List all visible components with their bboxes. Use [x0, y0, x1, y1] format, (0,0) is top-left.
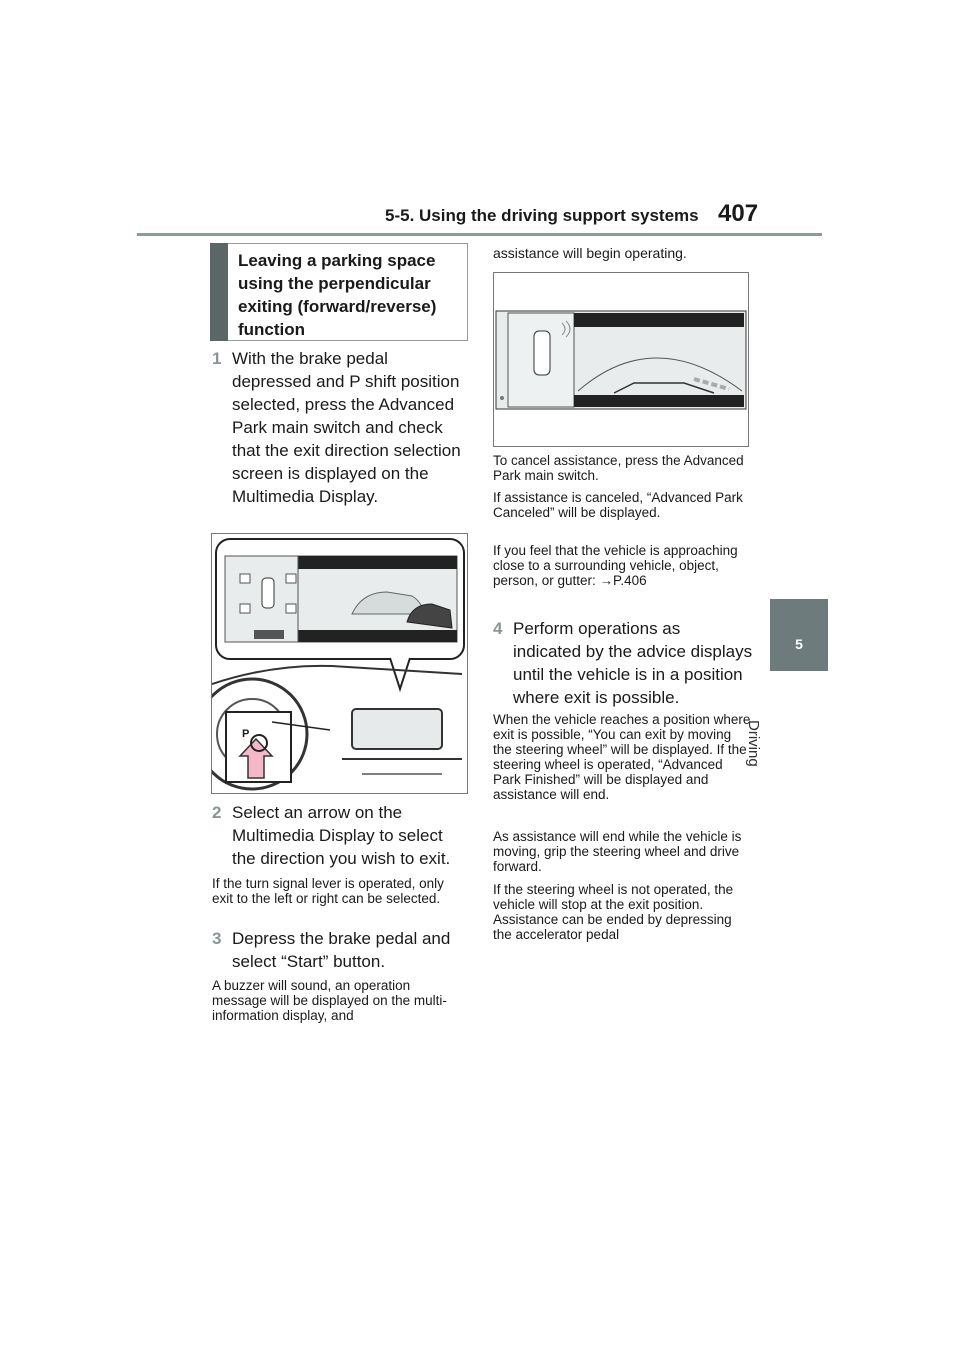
display-drawing: [494, 273, 748, 446]
continued-text: assistance will begin operating.: [493, 245, 687, 261]
p-switch-label: P: [242, 728, 250, 740]
step-1-number: 1: [212, 349, 222, 368]
step-4-note-b: As assistance will end while the vehicle is moving, grip the steering wheel and drive forward.: [493, 829, 742, 874]
step-2-note: If the turn signal lever is operated, only exit to the left or right can be selected.: [212, 876, 444, 906]
step-3-text: Depress the brake pedal and select “Start” button.: [232, 929, 451, 971]
step-4-note-c: If the steering wheel is not operated, the vehicle will stop at the exit position. Assistance can be ended by depressing the accelerator pedal: [493, 882, 734, 942]
canceled-note: If assistance is canceled, “Advanced Park Canceled” will be displayed.: [493, 490, 743, 520]
step-2: [212, 801, 467, 870]
step-3-number: 3: [212, 929, 222, 948]
section-header: 5-5. Using the driving support systems: [385, 206, 699, 225]
steering-assist-icon: [250, 734, 268, 752]
section-title: Leaving a parking space using the perpendicular exiting (forward/reverse) function: [238, 251, 437, 339]
step-3-note: A buzzer will sound, an operation message will be displayed on the multi-information display, and: [212, 978, 447, 1023]
step-4-text: Perform operations as indicated by the advice displays until the vehicle is in a position where exit is possible.: [513, 619, 753, 707]
approach-note: If you feel that the vehicle is approaching close to a surrounding vehicle, object, person, or gutter: →P.406: [493, 543, 738, 588]
step-4: [493, 617, 753, 709]
chapter-tab: [770, 599, 828, 671]
step-2-number: 2: [212, 803, 222, 822]
dashboard-illustration: [211, 533, 468, 794]
step-4-number: 4: [493, 619, 503, 638]
step-2-text: Select an arrow on the Multimedia Display to select the direction you wish to exit.: [232, 803, 451, 868]
step-3: [212, 927, 467, 973]
dashboard-drawing: [212, 534, 467, 793]
chapter-name: Driving: [745, 720, 762, 767]
step-1-text: With the brake pedal depressed and P shift position selected, press the Advanced Park main switch and check that the exit direction selection screen is displayed on the Multimedia Display.: [232, 349, 461, 506]
section-title-bar: [210, 243, 228, 341]
display-illustration: [493, 272, 749, 447]
step-4-note-a: When the vehicle reaches a position where exit is possible, “You can exit by moving the steering wheel” will be displayed. If the steering wheel is operated, “Advanced Park Finished” will be displayed and assistance will end.: [493, 712, 751, 802]
header-rule: [137, 233, 822, 236]
chapter-number: 5: [795, 636, 803, 652]
page-number: 407: [718, 200, 759, 227]
cancel-note: To cancel assistance, press the Advanced Park main switch.: [493, 453, 744, 483]
step-1: [212, 347, 467, 508]
